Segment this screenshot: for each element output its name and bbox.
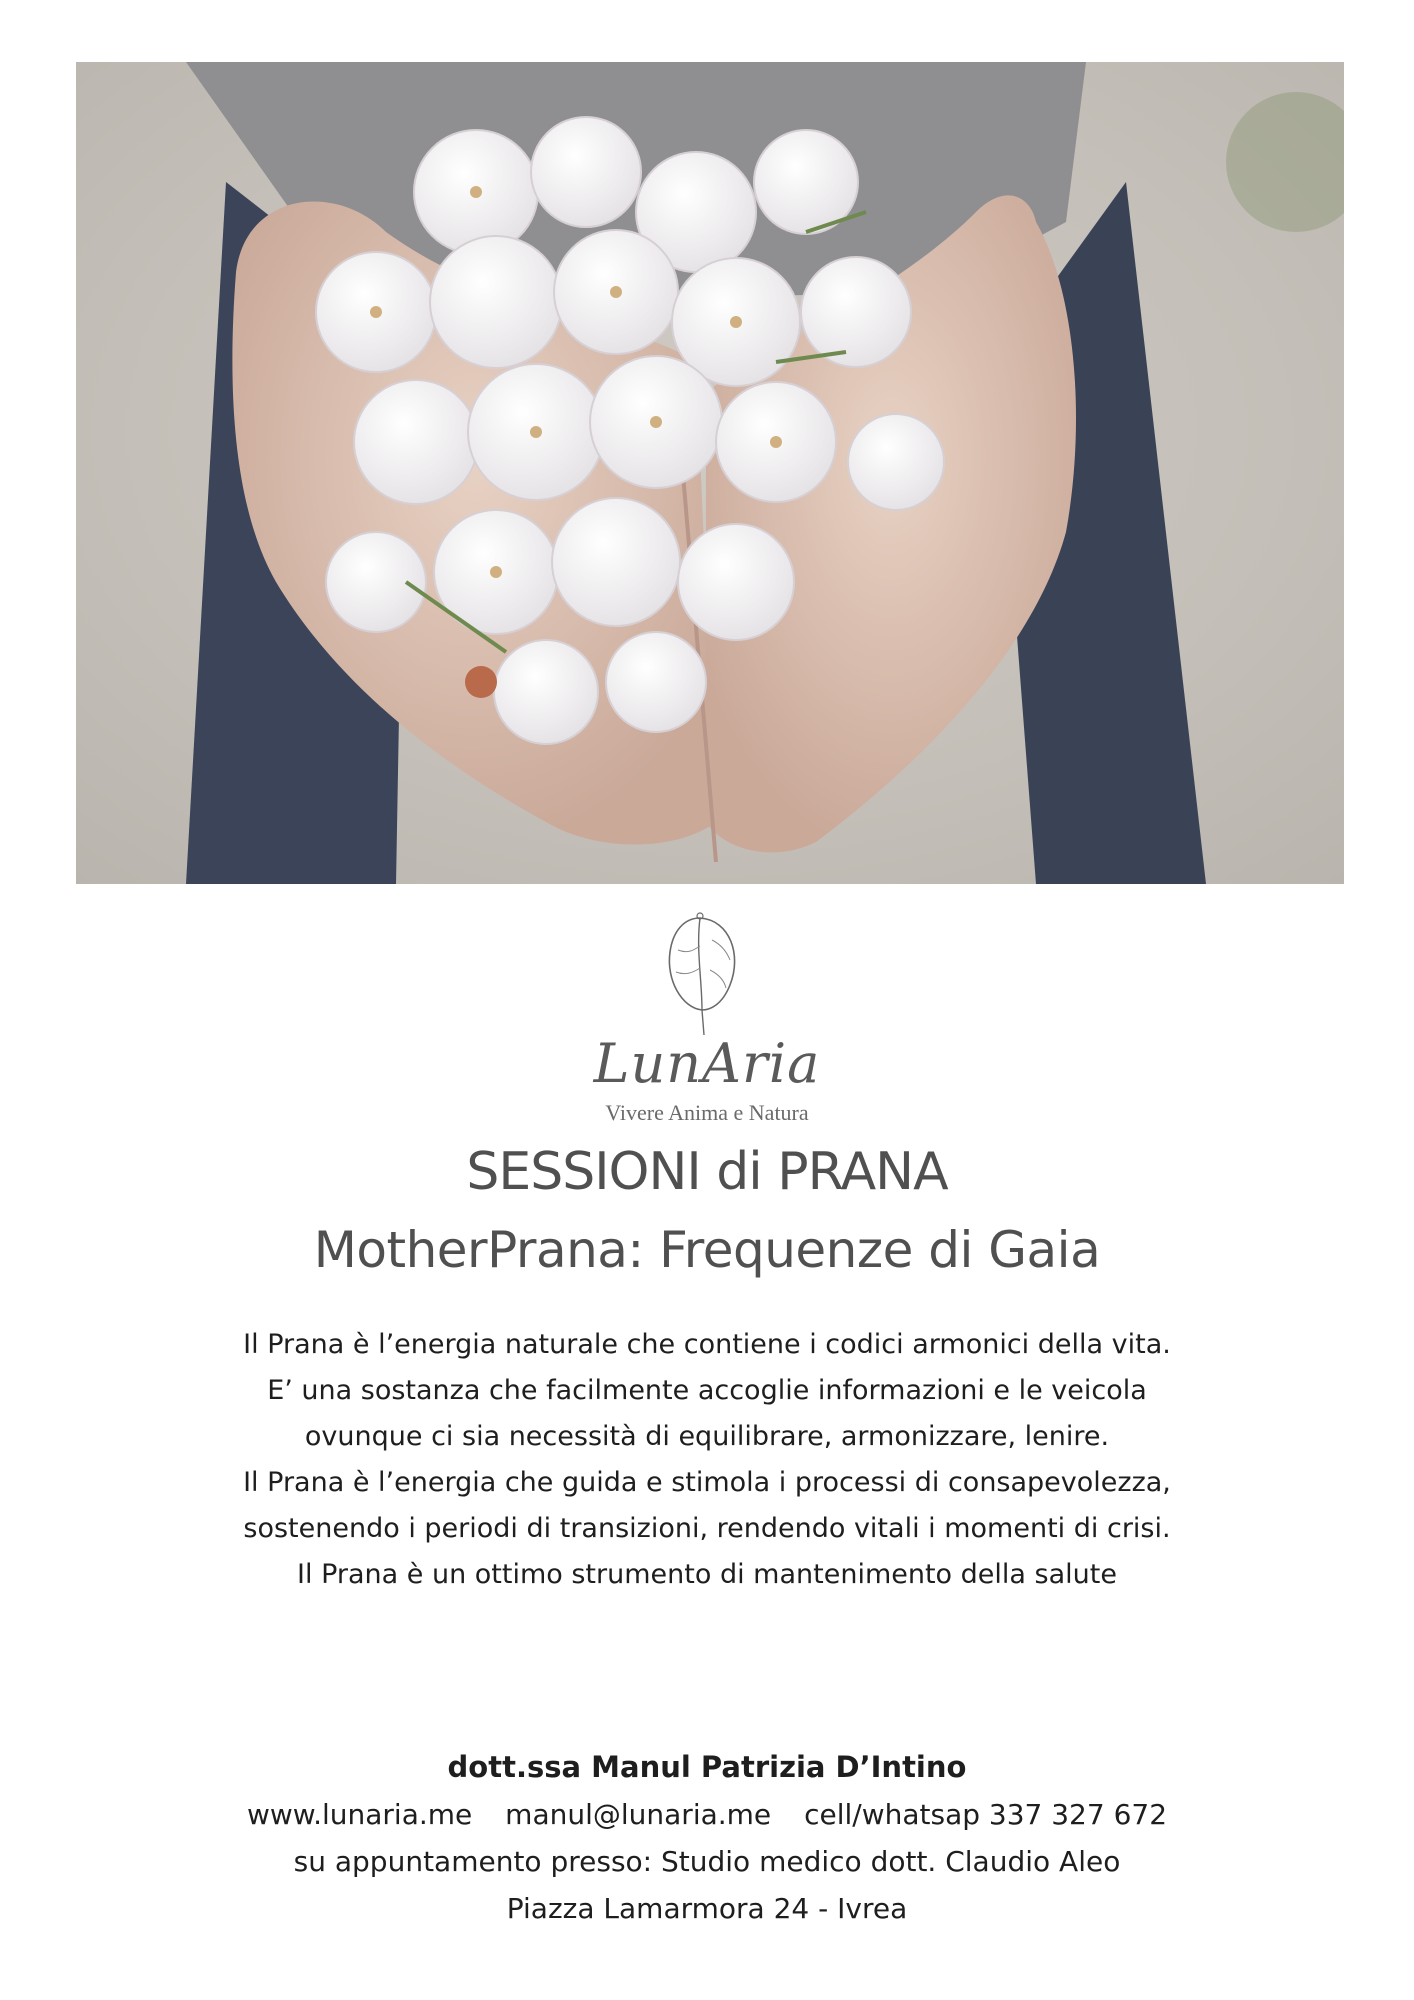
description — [80, 1322, 1334, 1598]
brand-tagline: Vivere Anima e Natura — [605, 1100, 809, 1125]
description-line: Il Prana è l’energia naturale che contiene i codici armonici della vita. — [243, 1329, 1171, 1360]
address: Piazza Lamarmora 24 - Ivrea — [506, 1892, 908, 1925]
phone-number[interactable]: cell/whatsap 337 327 672 — [804, 1798, 1168, 1831]
hero-photo — [76, 62, 1344, 884]
contact-links — [80, 1791, 1334, 1838]
description-line: Il Prana è un ottimo strumento di mantenimento della salute — [297, 1559, 1117, 1590]
email-link[interactable]: manul@lunaria.me — [505, 1798, 772, 1831]
description-line: sostenendo i periodi di transizioni, rendendo vitali i momenti di crisi. — [243, 1513, 1171, 1544]
lunaria-logo — [0, 910, 1414, 1130]
appointment-info: su appuntamento presso: Studio medico dott. Claudio Aleo — [293, 1845, 1121, 1878]
description-line: E’ una sostanza che facilmente accoglie informazioni e le veicola — [267, 1375, 1147, 1406]
brand-name: LunAria — [593, 1032, 821, 1095]
contact-block — [80, 1744, 1334, 1932]
page-subtitle: MotherPrana: Frequenze di Gaia — [313, 1221, 1101, 1279]
lunaria-seed-pod-icon — [660, 910, 744, 1035]
hands-holding-blossoms-image — [76, 62, 1344, 884]
description-line: Il Prana è l’energia che guida e stimola i processi di consapevolezza, — [243, 1467, 1171, 1498]
website-link[interactable]: www.lunaria.me — [246, 1798, 473, 1831]
page-title: SESSIONI di PRANA — [466, 1142, 948, 1202]
practitioner-name: dott.ssa Manul Patrizia D’Intino — [447, 1750, 967, 1784]
description-line: ovunque ci sia necessità di equilibrare, armonizzare, lenire. — [304, 1421, 1110, 1452]
